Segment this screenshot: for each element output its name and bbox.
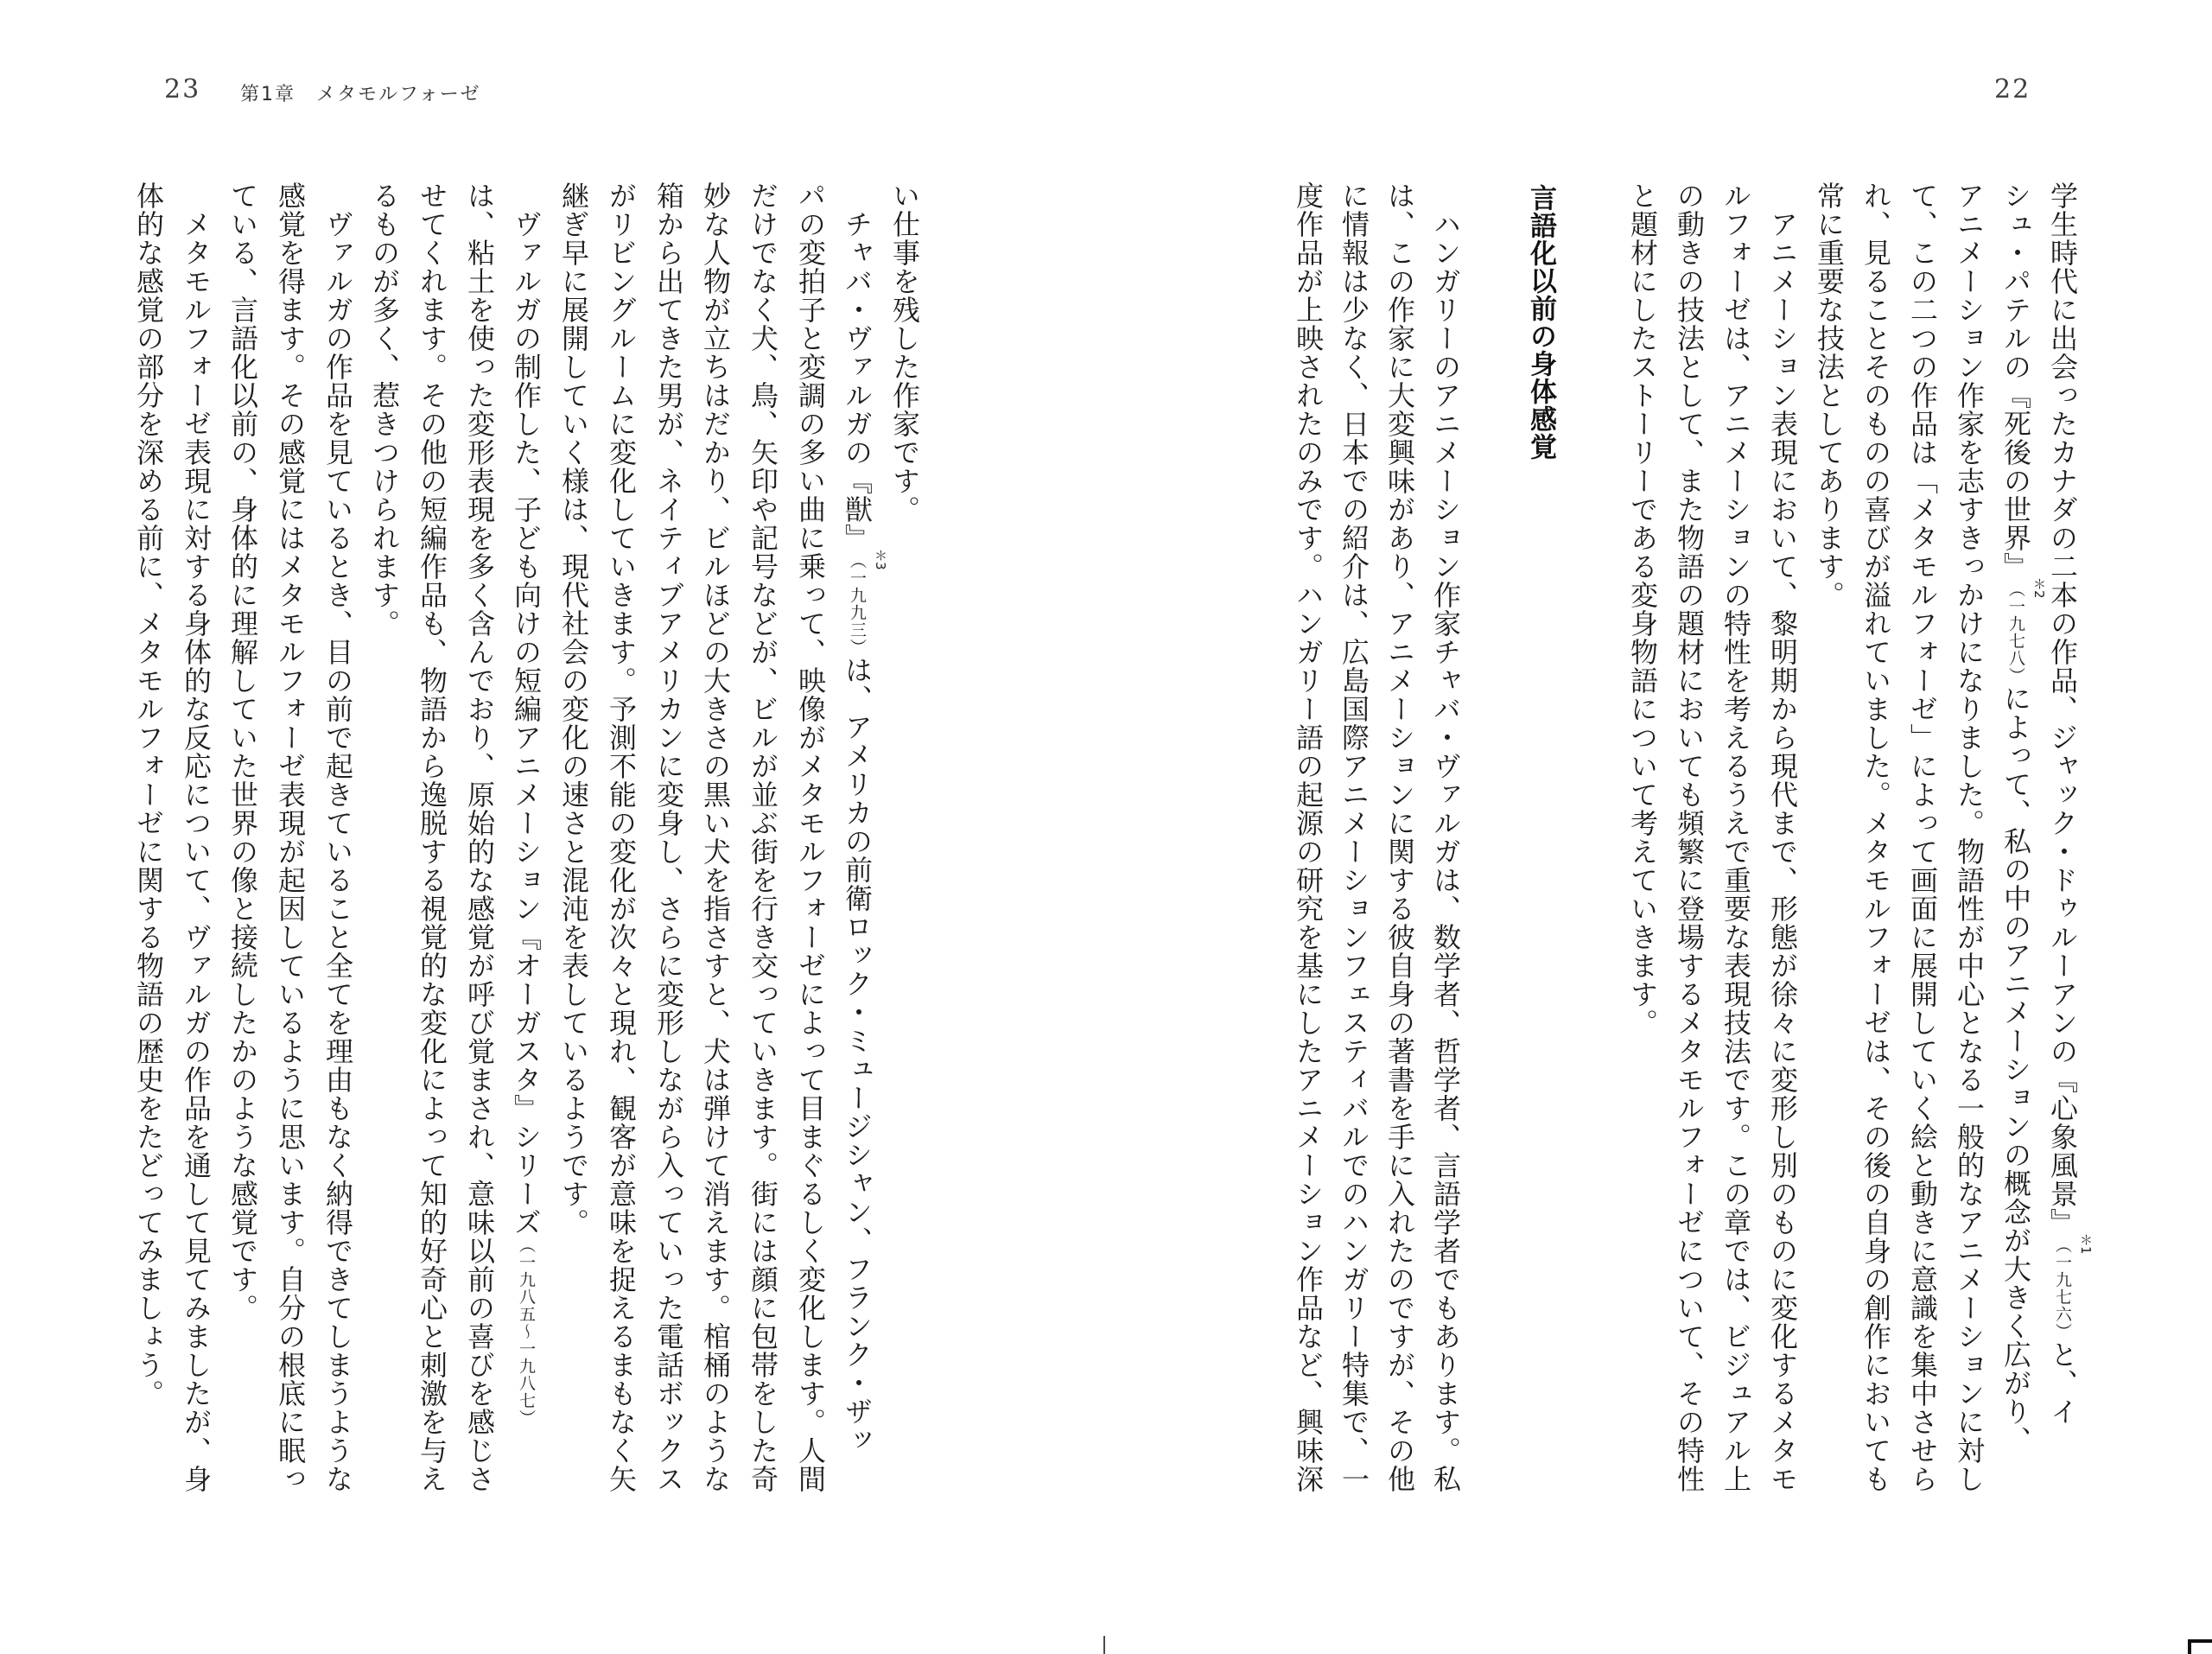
column-text: るものが多く、惹きつけられます。 bbox=[368, 181, 401, 638]
column-text: 箱から出てきた男が、ネイティブアメリカンに変身し、さらに変形しながら入っていった電話ボックス bbox=[652, 181, 685, 1493]
text-column bbox=[226, 181, 259, 1322]
page-number-right: 22 bbox=[1994, 74, 2031, 105]
text-column bbox=[1340, 181, 1368, 1493]
column-text: アニメーション作家を志すきっかけになりました。物語性が中心となる一般的なアニメーションに対し bbox=[1953, 181, 1986, 1493]
column-text: 感覚を得ます。その感覚にはメタモルフォーゼ表現が起因しているように思います。自分の根底に眠っ bbox=[274, 181, 307, 1493]
column-text: パの変拍子と変調の多い曲に乗って、映像がメタモルフォーゼによって目まぐるしく変化します。人間 bbox=[794, 181, 827, 1493]
column-text: の動きの技法として、また物語の題材においても頻繁に登場するメタモルフォーゼについて、その特性 bbox=[1673, 181, 1706, 1493]
column-text: は、この作家に大変興味があり、アニメーションに関する彼自身の著書を手に入れたのですが、その他 bbox=[1383, 181, 1416, 1493]
text-column: チャバ・ヴァルガの『獣』 ＊3 （一九九三）は、アメリカの前衛ロック・ミュージシャン、フランク・ザッ bbox=[841, 181, 888, 1454]
text-column bbox=[1859, 181, 1892, 1493]
text-column bbox=[1292, 181, 1325, 1493]
text-column bbox=[132, 181, 165, 1408]
page-number-left: 23 bbox=[164, 74, 201, 105]
column-text: 継ぎ早に展開していく様は、現代社会の変化の速さと混沌を表しているようです。 bbox=[557, 181, 590, 1237]
text-column bbox=[368, 181, 401, 638]
column-text: ヴァルガの制作した、子ども向けの短編アニメーション『オーガスタ』シリーズ bbox=[510, 181, 543, 1237]
column-text: チャバ・ヴァルガの『獣』 bbox=[841, 181, 874, 552]
text-column bbox=[1906, 181, 1939, 1493]
column-text: は、粘土を使った変形表現を多く含んでおり、原始的な感覚が呼び覚まされ、意味以前の喜びを感じさ bbox=[463, 181, 496, 1493]
column-text: 妙な人物が立ちはだかり、ビルほどの大きさの黒い犬を指さすと、犬は弾けて消えます。棺桶のような bbox=[699, 181, 732, 1493]
column-text: と、イ bbox=[2046, 1340, 2079, 1426]
section-heading: 言語化以前の身体感覚 bbox=[1525, 184, 1556, 461]
text-column: シュ・パテルの『死後の世界』 ＊2 （一九七八）によって、私の中のアニメーションの概念が大きく広がり、 bbox=[1999, 181, 2047, 1454]
column-text: に情報は少なく、日本での紹介は、広島国際アニメーションフェスティバルでのハンガリー特集で、一 bbox=[1338, 181, 1370, 1493]
text-column bbox=[652, 181, 685, 1493]
column-text: は、アメリカの前衛ロック・ミュージシャン、フランク・ザッ bbox=[841, 656, 874, 1454]
column-text: だけでなく犬、鳥、矢印や記号などが、ビルが並ぶ街を行き交っていきます。街には顔に包帯をした奇 bbox=[747, 181, 779, 1493]
text-column bbox=[699, 181, 732, 1493]
column-text: がリビングルームに変化していきます。予測不能の変化が次々と現れ、観客が意味を捉えるまもなく矢 bbox=[605, 181, 638, 1493]
text-column bbox=[749, 181, 777, 1493]
column-text: ルフォーゼは、アニメーションの特性を考えるうえで重要な表現技法です。この章では、ビジュアル上 bbox=[1719, 181, 1752, 1493]
text-column bbox=[1383, 181, 1416, 1493]
column-text: ハンガリーのアニメーション作家チャバ・ヴァルガは、数学者、哲学者、言語学者でもあります。私 bbox=[1429, 181, 1462, 1493]
column-text: と題材にしたストーリーである変身物語について考えていきます。 bbox=[1626, 181, 1659, 1037]
text-column bbox=[605, 181, 638, 1493]
text-column bbox=[274, 181, 307, 1493]
text-column bbox=[510, 181, 543, 1427]
scan-corner-mark bbox=[2188, 1639, 2212, 1654]
text-column bbox=[888, 181, 921, 524]
text-column bbox=[321, 181, 354, 1493]
chapter-running-head: 第1章 メタモルフォーゼ bbox=[240, 84, 481, 105]
column-text: 度作品が上映されたのみです。ハンガリー語の起源の研究を基にしたアニメーション作品など、興味深 bbox=[1292, 181, 1325, 1493]
text-column bbox=[1626, 181, 1659, 1037]
column-text: て、この二つの作品は「メタモルフォーゼ」によって画面に展開していく絵と動きに意識を集中させら bbox=[1906, 181, 1939, 1493]
text-column: 学生時代に出会ったカナダの二本の作品、ジャック・ドゥルーアンの『心象風景』 ＊1 （一九七六）と、イ bbox=[2046, 181, 2094, 1426]
column-text: れ、見ることそのものの喜びが溢れていました。メタモルフォーゼは、その後の自身の創作においても bbox=[1859, 181, 1892, 1493]
text-column bbox=[418, 181, 446, 1493]
text-column bbox=[1429, 181, 1462, 1493]
text-column bbox=[1813, 181, 1846, 609]
column-text: い仕事を残した作家です。 bbox=[888, 181, 921, 524]
text-column bbox=[557, 181, 590, 1237]
column-text: 常に重要な技法としてあります。 bbox=[1813, 181, 1846, 609]
text-column bbox=[1673, 181, 1706, 1493]
text-column bbox=[1766, 181, 1799, 1493]
text-column bbox=[1719, 181, 1752, 1493]
column-text: ヴァルガの作品を見ているとき、目の前で起きていること全てを理由もなく納得できてしまうような bbox=[321, 181, 354, 1493]
year-note: （一九九三） bbox=[848, 552, 867, 656]
text-column bbox=[1953, 181, 1986, 1493]
column-text: アニメーション表現において、黎明期から現代まで、形態が徐々に変形し別のものに変化するメタモ bbox=[1766, 181, 1799, 1493]
year-note: （一九七六） bbox=[2053, 1237, 2072, 1340]
column-text: 学生時代に出会ったカナダの二本の作品、ジャック・ドゥルーアンの『心象風景』 bbox=[2046, 181, 2079, 1237]
column-text: 体的な感覚の部分を深める前に、メタモルフォーゼに関する物語の歴史をたどってみましょう。 bbox=[132, 181, 165, 1408]
binding-fold-mark bbox=[1103, 1636, 1105, 1654]
column-text: せてくれます。その他の短編作品も、物語から逸脱する視覚的な変化によって知的好奇心と刺激を与え bbox=[416, 181, 448, 1493]
text-column bbox=[463, 181, 496, 1493]
year-note: （一九七八） bbox=[2006, 581, 2025, 684]
text-column bbox=[180, 181, 213, 1493]
column-text: ている、言語化以前の、身体的に理解していた世界の像と接続したかのような感覚です。 bbox=[226, 181, 259, 1322]
column-text: によって、私の中のアニメーションの概念が大きく広がり、 bbox=[1999, 684, 2032, 1454]
year-note: （一九八五〜一九八七） bbox=[517, 1237, 536, 1427]
text-column bbox=[794, 181, 827, 1493]
column-text: メタモルフォーゼ表現に対する身体的な反応について、ヴァルガの作品を通して見てみましたが、身 bbox=[180, 181, 213, 1493]
column-text: シュ・パテルの『死後の世界』 bbox=[1999, 181, 2032, 581]
